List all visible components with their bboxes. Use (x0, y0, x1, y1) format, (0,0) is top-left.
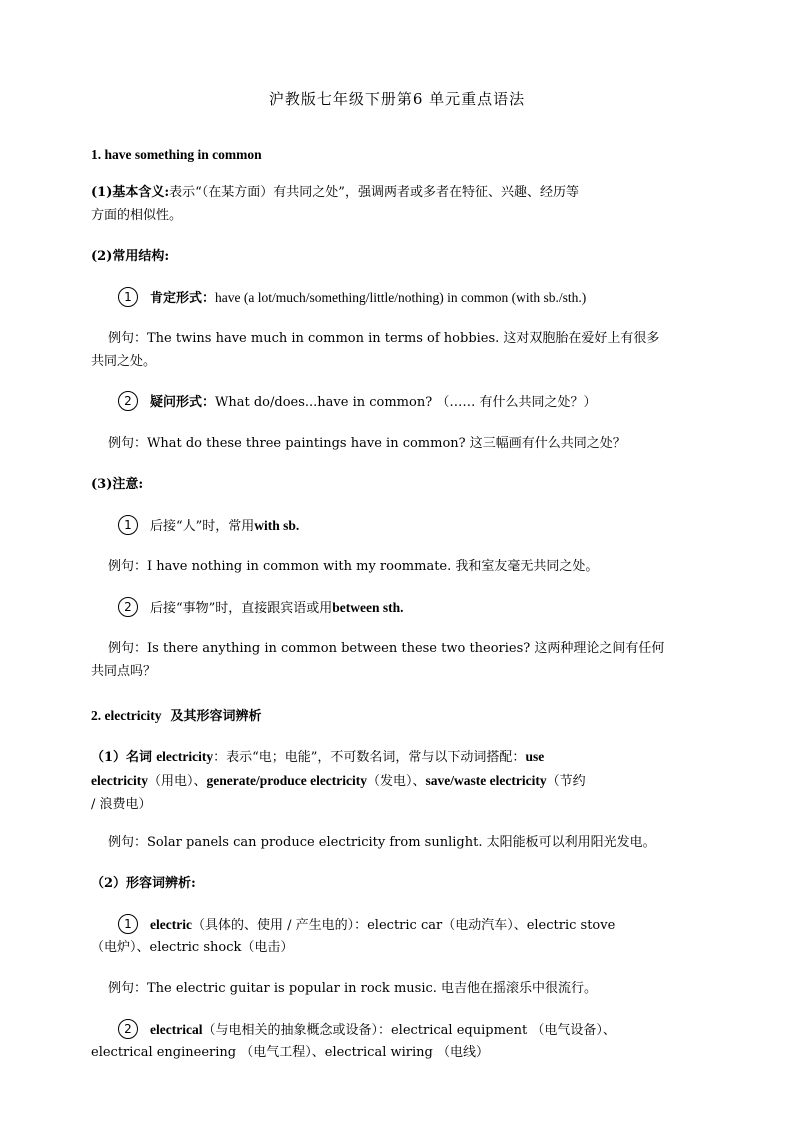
basic-meaning-label: (1)基本含义: (91, 185, 170, 200)
circled-number-1: 1 (118, 287, 138, 307)
structure-item-2-label: 疑问形式： (150, 395, 216, 410)
circled-number-2: 2 (118, 391, 138, 411)
structure-item-2 (118, 391, 703, 414)
section-1-heading: 1. have something in common (91, 147, 262, 162)
page-title: 沪教版七年级下册第6 单元重点语法 (268, 90, 526, 108)
note-item-2-text: 后接“事物”时，直接跟宾语或用 (150, 601, 333, 616)
example-1-label: 例句： (108, 331, 148, 346)
noun-collocation-3-cn: （节约 (546, 774, 586, 789)
example-2-text: What do these three paintings have in common? 这三幅画有什么共同之处？ (147, 436, 626, 451)
noun-word: electricity (156, 749, 214, 764)
noun-collocation-3-cn-2: / 浪费电） (91, 797, 152, 812)
structure-item-1-text: have (a lot/much/something/little/nothing) in common (with sb./sth.) (215, 290, 587, 305)
note-item-2-bold: between sth. (332, 600, 404, 615)
adjective-item-2-text: （与电相关的抽象概念或设备）：electrical equipment （电气设备）、 (202, 1023, 616, 1038)
example-6-label: 例句： (108, 981, 148, 996)
adjective-item-2-word: electrical (150, 1022, 203, 1037)
noun-paragraph (91, 745, 703, 816)
adjective-label: （2）形容词辨析: (91, 876, 196, 891)
example-5 (108, 831, 703, 854)
example-4-text: Is there anything in common between these two theories? 这两种理论之间有任何 (147, 641, 665, 656)
note-label: (3)注意: (91, 477, 144, 492)
structure-item-1-label: 肯定形式： (150, 291, 216, 306)
basic-meaning-text-2: 方面的相似性。 (91, 208, 183, 223)
example-4 (108, 637, 703, 660)
structure-item-2-text: What do/does...have in common? （…… 有什么共同之处？） (215, 395, 597, 410)
example-1 (108, 327, 703, 350)
noun-text: ：表示“电；电能”，不可数名词，常与以下动词搭配： (213, 750, 526, 765)
adjective-item-1-word: electric (150, 917, 192, 932)
circled-number-2: 2 (118, 597, 138, 617)
circled-number-2: 2 (118, 1019, 138, 1039)
adjective-item-2-cont: electrical engineering （电气工程）、electrical wiring （电线） (91, 1045, 489, 1060)
example-5-text: Solar panels can produce electricity from sunlight. 太阳能板可以利用阳光发电。 (147, 835, 656, 850)
noun-collocation-2-cn: （发电）、 (367, 774, 426, 789)
note-item-1-text: 后接“人”时，常用 (150, 519, 255, 534)
adjective-item-1-cont: （电炉）、electric shock（电击） (91, 940, 294, 955)
example-1-text: The twins have much in common in terms of hobbies. 这对双胞胎在爱好上有很多 (147, 331, 660, 346)
structure-item-1 (118, 286, 703, 310)
noun-collocation-2: generate/produce electricity (206, 773, 368, 788)
circled-number-1: 1 (118, 914, 138, 934)
example-6 (108, 977, 703, 1000)
example-1-cont: 共同之处。 (91, 354, 157, 369)
noun-label: （1）名词 (91, 750, 153, 765)
basic-meaning-paragraph (91, 181, 703, 227)
noun-collocation-3: save/waste electricity (425, 773, 547, 788)
example-5-label: 例句： (108, 835, 148, 850)
noun-collocation-1: use (525, 749, 545, 764)
example-2 (108, 432, 703, 455)
structure-label: (2)常用结构: (91, 249, 170, 264)
section-2-heading-cn: 及其形容词辨析 (170, 709, 262, 724)
noun-collocation-1b: electricity (91, 773, 148, 788)
note-item-1 (118, 514, 703, 538)
circled-number-1: 1 (118, 515, 138, 535)
adjective-item-1-text: （具体的、使用 / 产生电的）：electric car（电动汽车）、electric stove (191, 918, 616, 933)
note-item-2 (118, 596, 703, 620)
adjective-item-2 (118, 1018, 703, 1042)
section-2-heading (91, 704, 703, 728)
adjective-item-1 (118, 913, 703, 937)
note-item-1-bold: with sb. (254, 518, 300, 533)
example-6-text: The electric guitar is popular in rock music. 电吉他在摇滚乐中很流行。 (147, 981, 598, 996)
section-2-heading-en: 2. electricity (91, 708, 162, 723)
example-4-label: 例句： (108, 641, 148, 656)
example-2-label: 例句： (108, 436, 148, 451)
example-3-label: 例句： (108, 559, 148, 574)
noun-collocation-1-cn: （用电）、 (147, 774, 207, 789)
example-3-text: I have nothing in common with my roommate. 我和室友毫无共同之处。 (147, 559, 599, 574)
example-3 (108, 555, 703, 578)
basic-meaning-text: 表示“（在某方面）有共同之处”，强调两者或多者在特征、兴趣、经历等 (169, 185, 579, 200)
example-4-cont: 共同点吗？ (91, 664, 157, 679)
